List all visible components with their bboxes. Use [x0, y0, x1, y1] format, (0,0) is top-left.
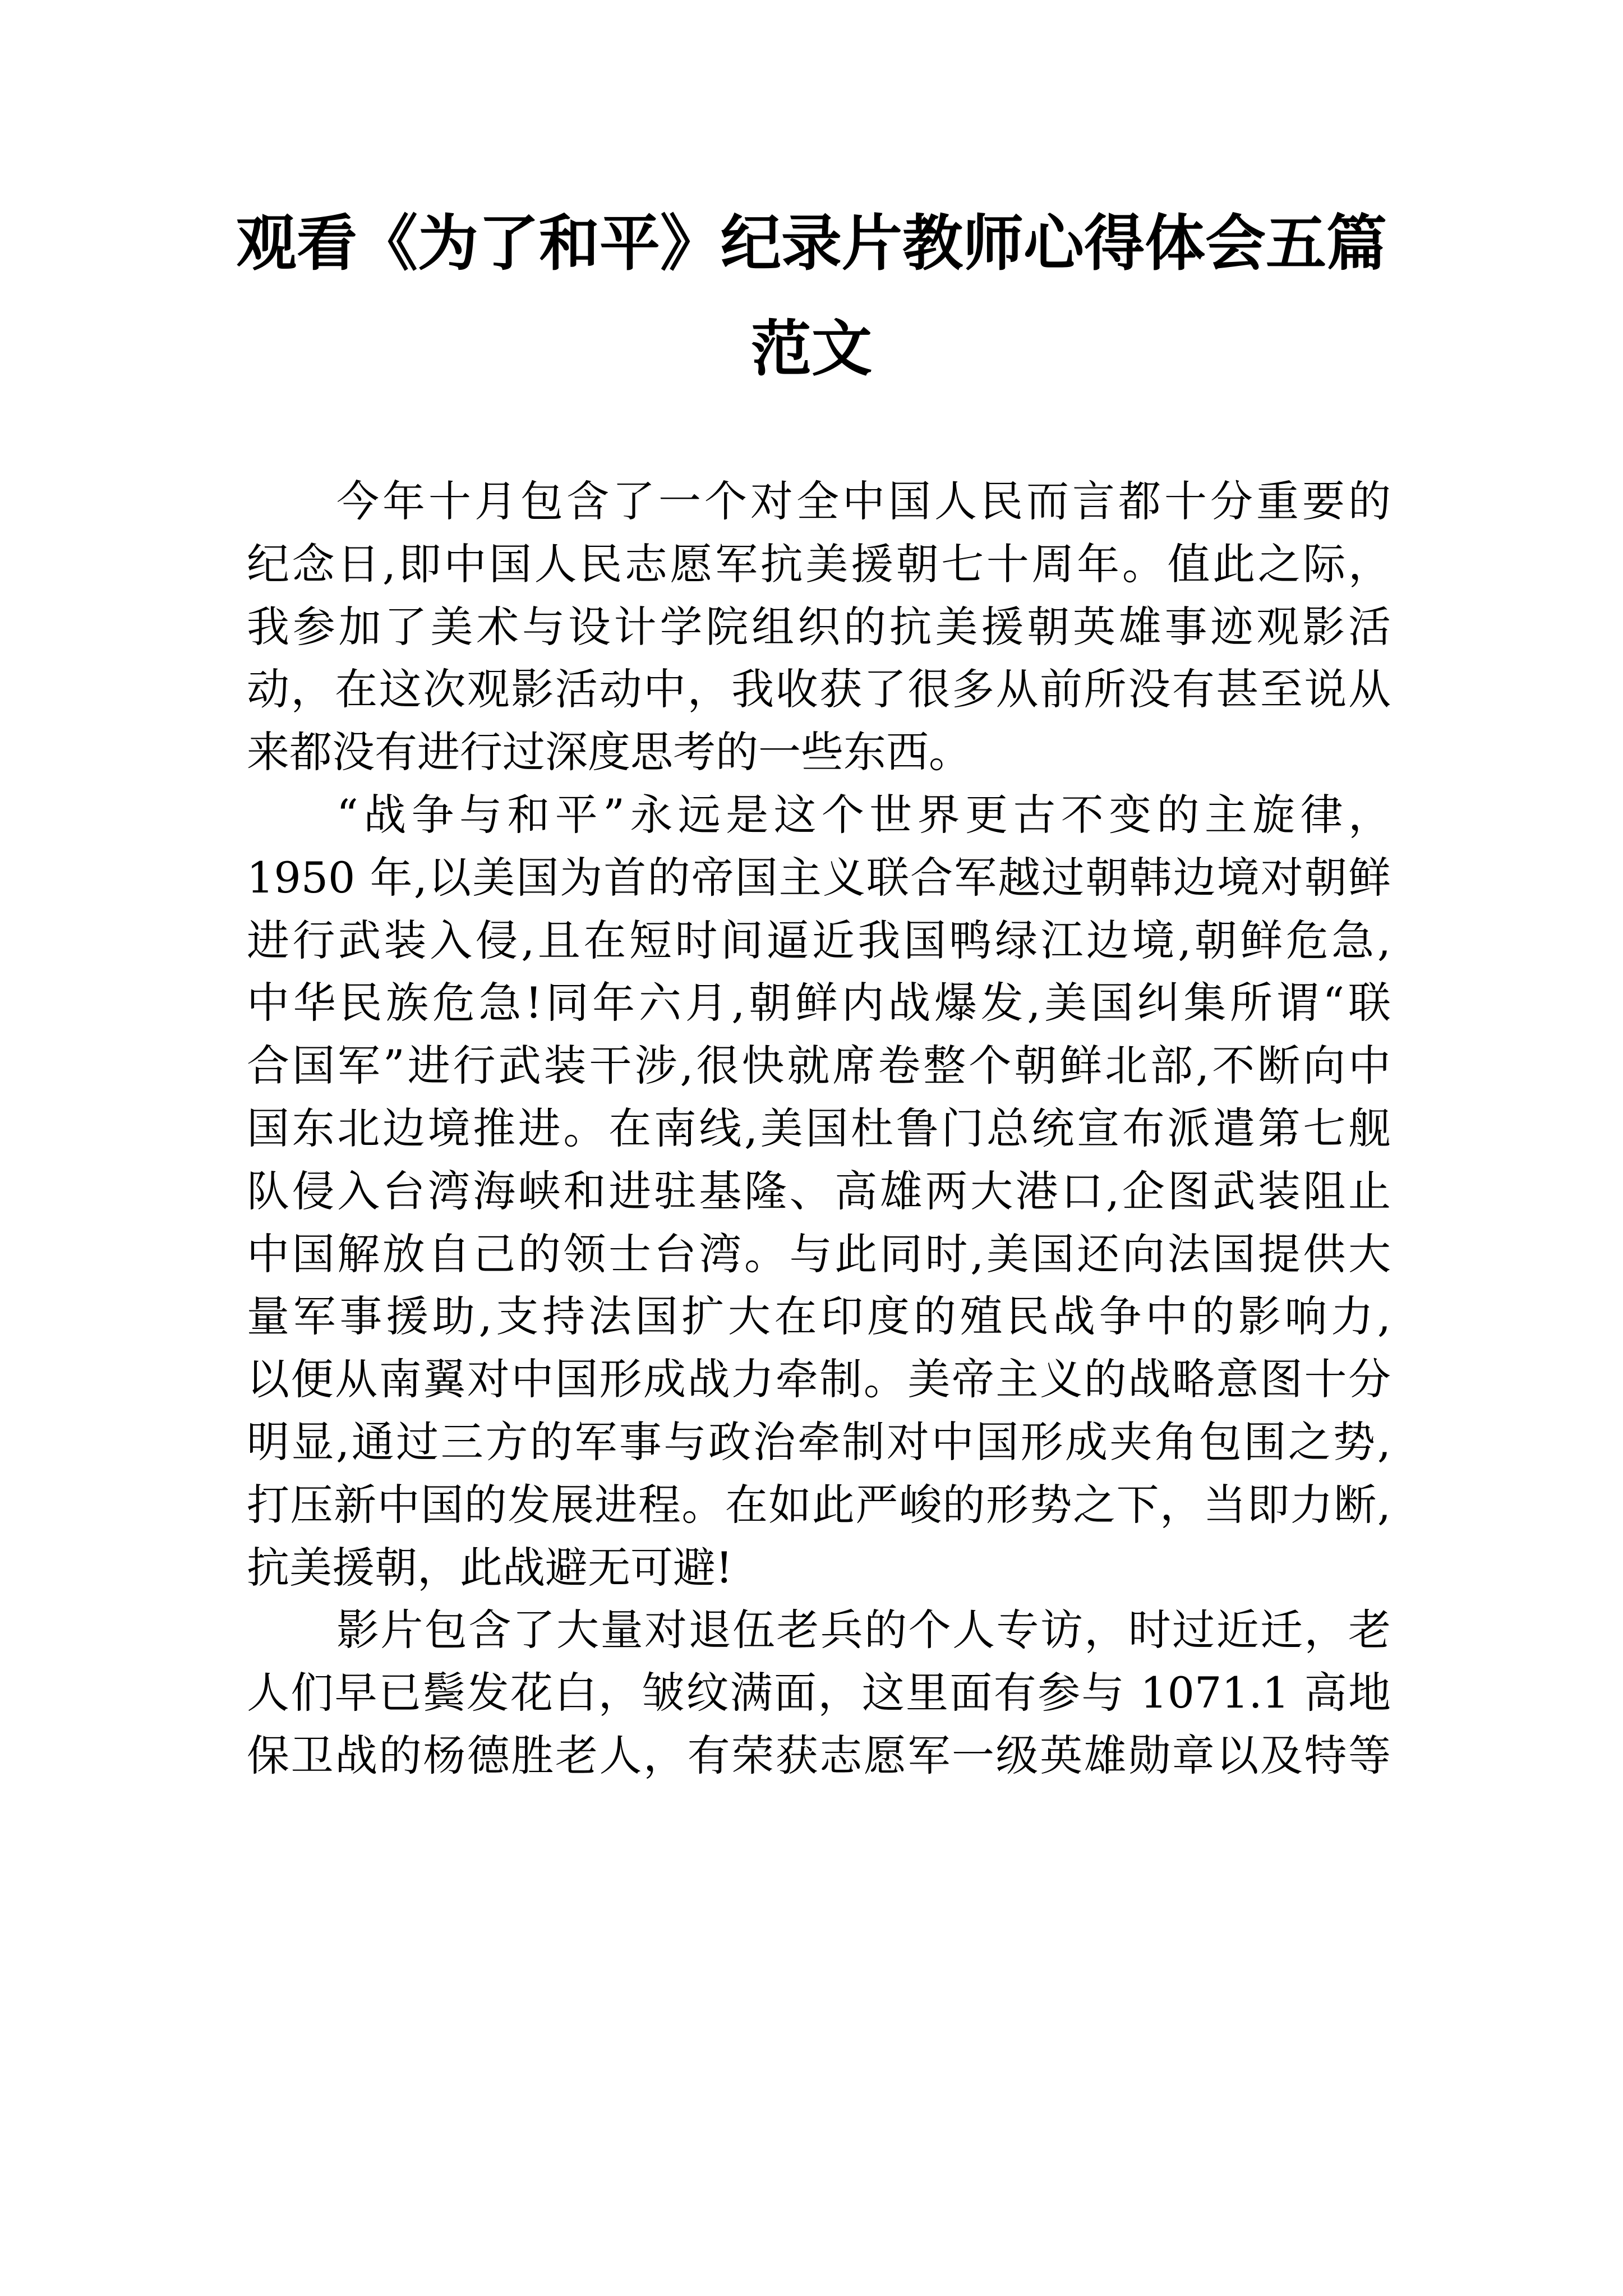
text-line: 进行武装入侵,且在短时间逼近我国鸭绿江边境,朝鲜危急, [247, 915, 1391, 965]
paragraph-1 [247, 470, 1391, 784]
text-line: 纪念日,即中国人民志愿军抗美援朝七十周年。值此之际， [247, 539, 1391, 589]
text-line: 量军事援助,支持法国扩大在印度的殖民战争中的影响力, [247, 1291, 1391, 1342]
text-line: 队侵入台湾海峡和进驻基隆、高雄两大港口,企图武装阻止 [247, 1166, 1391, 1216]
title-line-1: 观看《为了和平》纪录片教师心得体会五篇 [236, 208, 1387, 279]
text-line: 人们早已鬓发花白，皱纹满面，这里面有参与 1071.1 高地 [247, 1668, 1391, 1718]
text-line: 动，在这次观影活动中，我收获了很多从前所没有甚至说从 [247, 664, 1391, 715]
paragraph-3 [247, 1599, 1391, 1787]
text-line: 我参加了美术与设计学院组织的抗美援朝英雄事迹观影活 [247, 601, 1391, 652]
document-body [247, 470, 1391, 1787]
text-line: 合国军”进行武装干涉,很快就席卷整个朝鲜北部,不断向中 [247, 1041, 1391, 1091]
text-line: 中国解放自己的领士台湾。与此同时,美国还向法国提供大 [247, 1228, 1391, 1279]
text-line: 保卫战的杨德胜老人，有荣获志愿军一级英雄勋章以及特等 [247, 1730, 1391, 1780]
text-line: 抗美援朝，此战避无可避! [247, 1542, 733, 1593]
text-line: 1950 年,以美国为首的帝国主义联合军越过朝韩边境对朝鲜 [247, 852, 1391, 903]
text-line: 国东北边境推进。在南线,美国杜鲁门总统宣布派遣第七舰 [247, 1103, 1391, 1153]
text-line: 今年十月包含了一个对全中国人民而言都十分重要的 [336, 476, 1391, 526]
text-line: 以便从南翼对中国形成战力牵制。美帝主义的战略意图十分 [247, 1354, 1391, 1405]
paragraph-2 [247, 784, 1391, 1599]
document-title [213, 191, 1410, 402]
text-line: “战争与和平”永远是这个世界更古不变的主旋律， [336, 789, 1391, 840]
text-line: 来都没有进行过深度思考的一些东西。 [247, 727, 971, 777]
text-line: 打压新中国的发展进程。在如此严峻的形势之下，当即力断, [247, 1479, 1391, 1530]
text-line: 明显,通过三方的军事与政治牵制对中国形成夹角包围之势, [247, 1416, 1391, 1467]
title-line-2: 范文 [750, 314, 872, 384]
text-line: 影片包含了大量对退伍老兵的个人专访，时过近迁，老 [336, 1605, 1391, 1655]
text-line: 中华民族危急!同年六月,朝鲜内战爆发,美国纠集所谓“联 [247, 978, 1391, 1028]
